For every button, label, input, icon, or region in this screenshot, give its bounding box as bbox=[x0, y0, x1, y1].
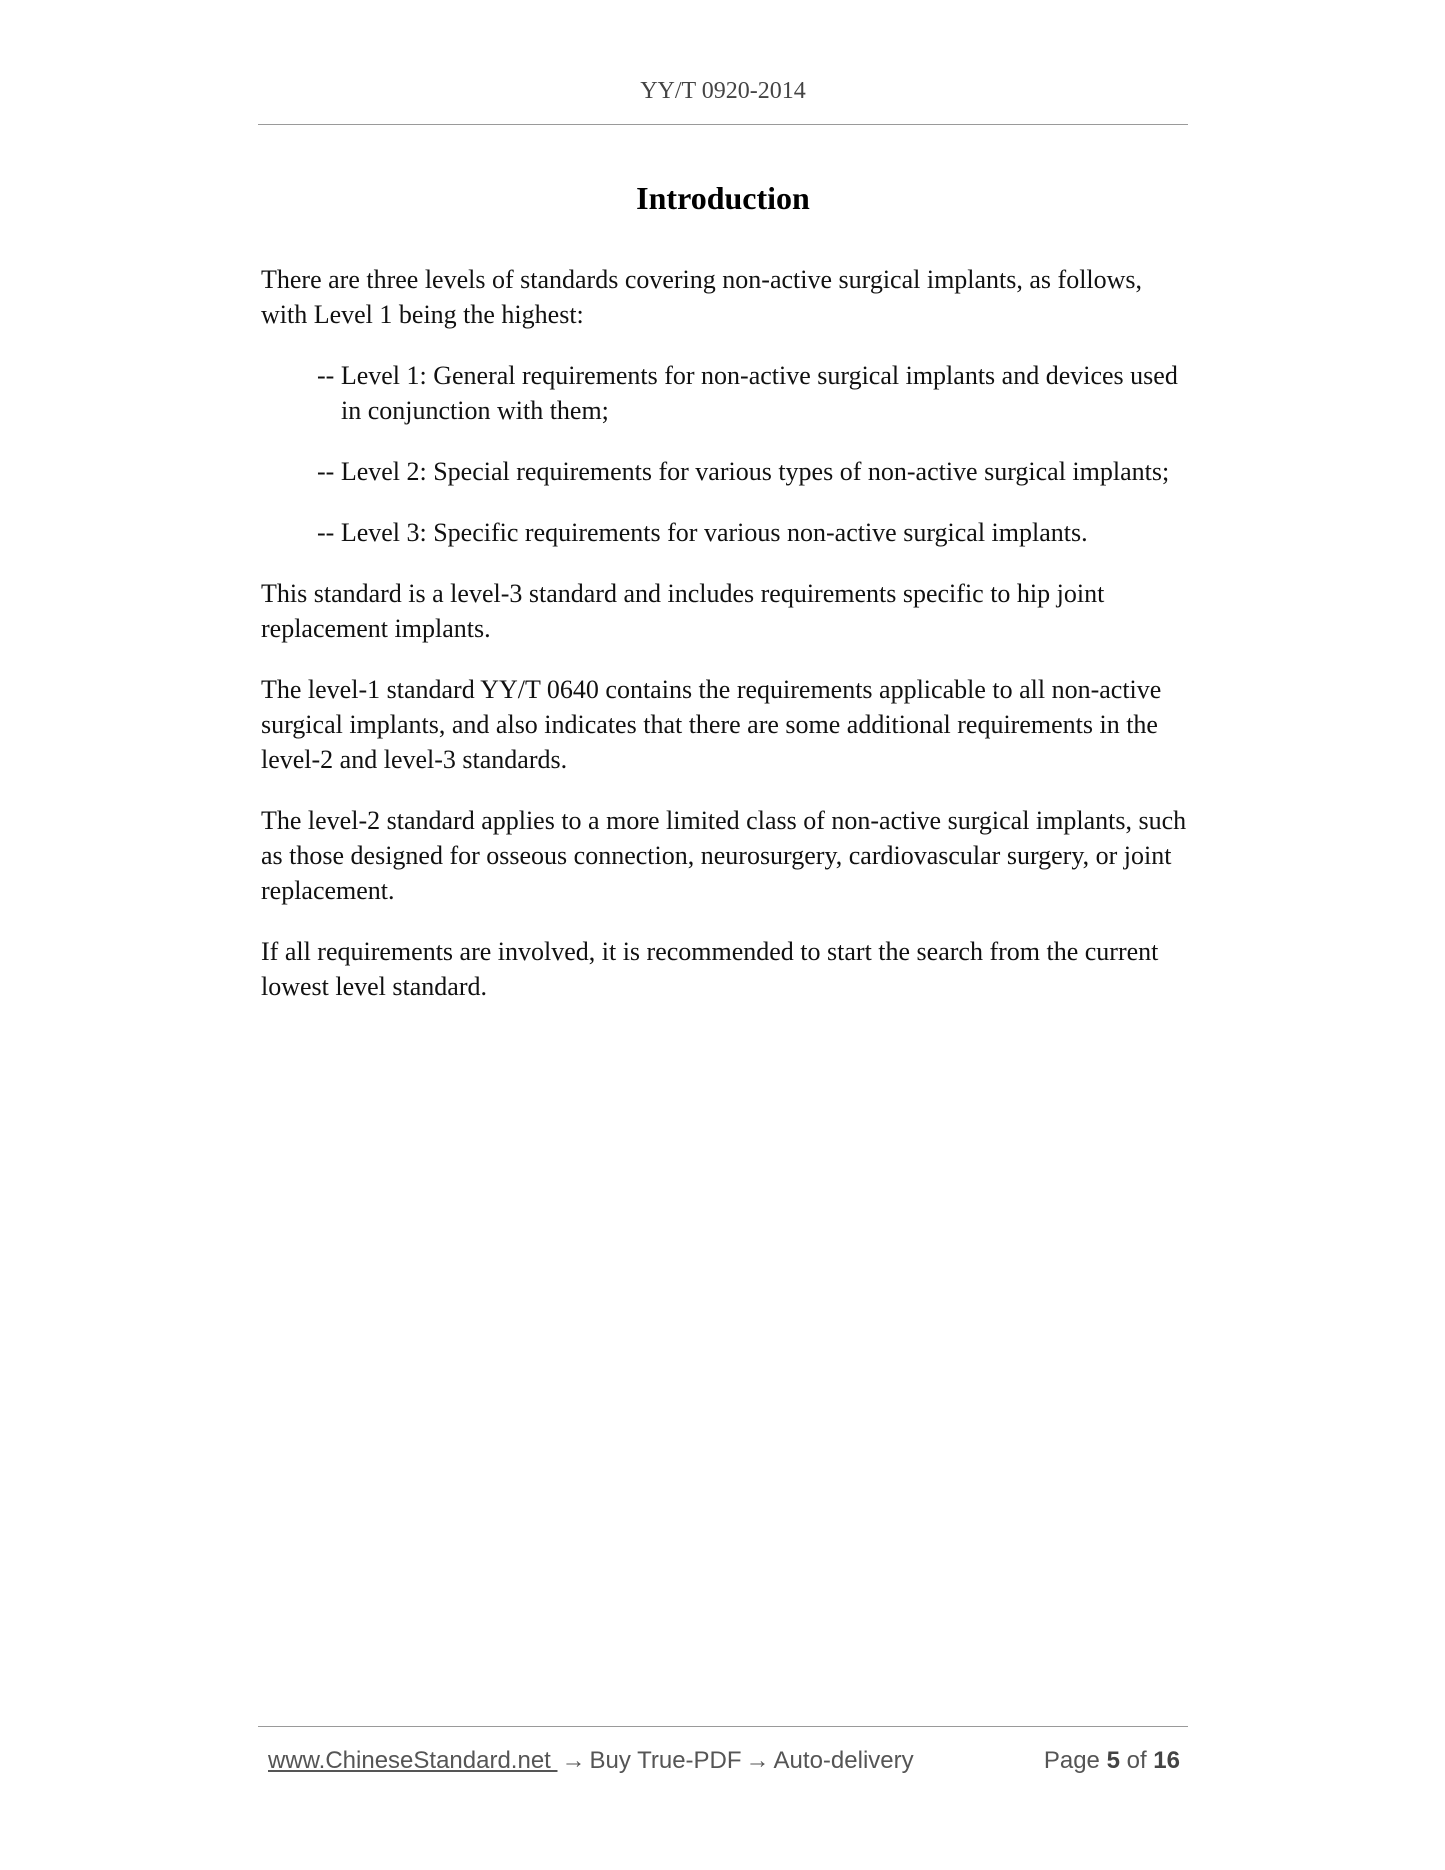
list-item-level-3: -- Level 3: Specific requirements for various non-active surgical implants. bbox=[317, 518, 1088, 547]
page-footer bbox=[268, 1747, 1180, 1775]
paragraph-intro: There are three levels of standards covering non-active surgical implants, as follows, with Level 1 being the highest: bbox=[261, 265, 1143, 329]
footer-links bbox=[268, 1747, 914, 1775]
body-content bbox=[261, 262, 1191, 1030]
page-label: Page bbox=[1043, 1747, 1100, 1774]
page-current: 5 bbox=[1106, 1747, 1120, 1774]
paragraph-level-1-scope: The level-1 standard YY/T 0640 contains the requirements applicable to all non-active surgical implants, and also indicates that there are some additional requirements in the level-2 and level-3 standards. bbox=[261, 675, 1162, 774]
header-divider bbox=[258, 124, 1188, 125]
paragraph-recommendation: If all requirements are involved, it is recommended to start the search from the current lowest level standard. bbox=[261, 937, 1159, 1001]
website-link[interactable]: www.ChineseStandard.net bbox=[268, 1747, 558, 1774]
paragraph-level-3-scope: This standard is a level-3 standard and includes requirements specific to hip joint replacement implants. bbox=[261, 579, 1105, 643]
paragraph-level-2-scope: The level-2 standard applies to a more limited class of non-active surgical implants, such as those designed for osseous connection, neurosurgery, cardiovascular surgery, or joint replacement. bbox=[261, 806, 1187, 905]
arrow-right-icon: → bbox=[561, 1747, 586, 1774]
auto-delivery-text: Auto-delivery bbox=[773, 1747, 914, 1774]
page-total: 16 bbox=[1153, 1747, 1180, 1774]
running-header: YY/T 0920-2014 bbox=[640, 78, 806, 104]
section-title: Introduction bbox=[636, 180, 810, 216]
arrow-right-icon: → bbox=[745, 1747, 770, 1774]
list-item-level-1: -- Level 1: General requirements for non-active surgical implants and devices used in conjunction with them; bbox=[317, 361, 1178, 425]
page-number bbox=[1044, 1747, 1180, 1775]
buy-true-pdf-text: Buy True-PDF bbox=[589, 1747, 742, 1774]
list-item-level-2: -- Level 2: Special requirements for various types of non-active surgical implants; bbox=[317, 457, 1170, 486]
footer-divider bbox=[258, 1726, 1188, 1727]
of-label: of bbox=[1126, 1747, 1147, 1774]
